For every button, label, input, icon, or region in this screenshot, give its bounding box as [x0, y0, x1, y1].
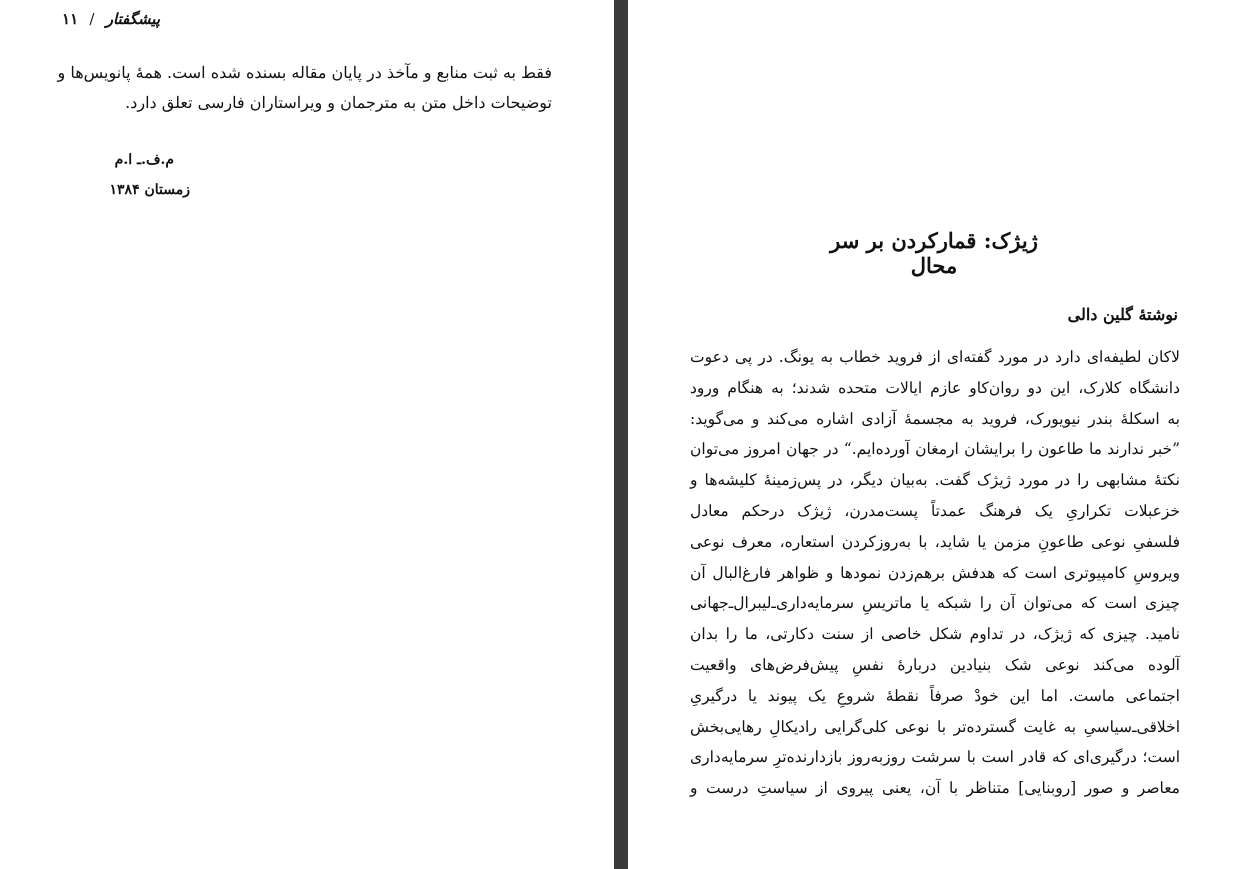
body-line: فلسفیِ نوعی طاعونِ مزمن یا شاید، با به‌روزکردن استعاره، معرف نوعی	[690, 532, 1180, 551]
body-line: دانشگاه کلارک، این دو روان‌کاو عازم ایالات متحده شدند؛ به هنگام ورود	[690, 378, 1180, 397]
signature-block	[100, 145, 190, 205]
body-line: اجتماعی ماست. اما این خودْ صرفاً نقطهٔ شروعِ یک پیوند یا درگیریِ	[690, 686, 1180, 705]
chapter-title: ژیژک: قمارکردن بر سر محال	[830, 228, 1038, 278]
right-page	[628, 0, 1242, 869]
running-header	[60, 10, 160, 28]
page-number: ۱۱	[62, 10, 79, 28]
body-line: است؛ درگیری‌ای که قادر است با سرشت روزبه‌روز بازدارنده‌ترِ سرمایه‌داری	[690, 748, 1180, 767]
author-byline: نوشتهٔ گلین دالی	[1067, 305, 1178, 324]
running-header-separator: /	[89, 10, 95, 28]
paragraph-line: توضیحات داخل متن به مترجمان و ویراستاران فارسی تعلق دارد.	[125, 93, 552, 112]
signature-date: زمستان ۱۳۸۴	[109, 182, 190, 198]
body-line: آلوده می‌کند نوعی شک بنیادین دربارهٔ نفسِ پیش‌فرض‌های واقعیت	[690, 655, 1180, 674]
preface-closing-paragraph	[57, 58, 552, 118]
body-line: چیزی است که می‌توان آن را شبکه یا ماتریسِ سرمایه‌داری‌ـ‌لیبرال‌ـ‌جهانی	[690, 594, 1180, 613]
body-line: اخلاقی‌ـ‌سیاسیِ به غایت گسترده‌تر با نوعی کلی‌گرایی رادیکالِ رهایی‌بخش	[690, 717, 1180, 736]
chapter-body-paragraph	[690, 342, 1180, 804]
body-line: نکتهٔ مشابهی را در مورد ژیژک گفت. به‌بیان دیگر، در پس‌زمینهٔ کلیشه‌ها و	[690, 471, 1180, 490]
body-line: به اسکلهٔ بندر نیویورک، فروید به مجسمهٔ آزادی اشاره می‌کند و می‌گوید:	[690, 409, 1180, 428]
left-page	[0, 0, 614, 869]
body-line: نامید. چیزی که ژیژک، در تداوم شکل خاصی از سنت دکارتی، ما را بدان	[690, 625, 1180, 644]
body-line: لاکان لطیفه‌ای دارد در مورد گفته‌ای از فروید خطاب به یونگ. در پی دعوت	[690, 348, 1180, 366]
running-header-title: پیشگفتار	[105, 10, 160, 28]
paragraph-line: فقط به ثبت منابع و مآخذ در پایان مقاله بسنده شده است. همهٔ پانویس‌ها و	[57, 63, 552, 82]
body-line: معاصر و صور [روبنایی] متناظر با آن، یعنی پیروی از سیاستِ درست و	[690, 779, 1180, 798]
body-line: خزعبلات تکراریِ یک فرهنگ عمدتاً پست‌مدرن، ژیژک درحکم معادل	[690, 501, 1180, 520]
book-gutter	[614, 0, 628, 869]
body-line: ”خبر ندارند ما طاعون را برایشان ارمغان آورده‌ایم.“ در جهان امروز می‌توان	[690, 440, 1180, 459]
signature-initials: م.ف.ـ ا.م	[114, 152, 174, 168]
body-line: ویروسِ کامپیوتری است که هدفش برهم‌زدن نمودها و ظواهر فارغ‌البال آن	[690, 563, 1180, 582]
